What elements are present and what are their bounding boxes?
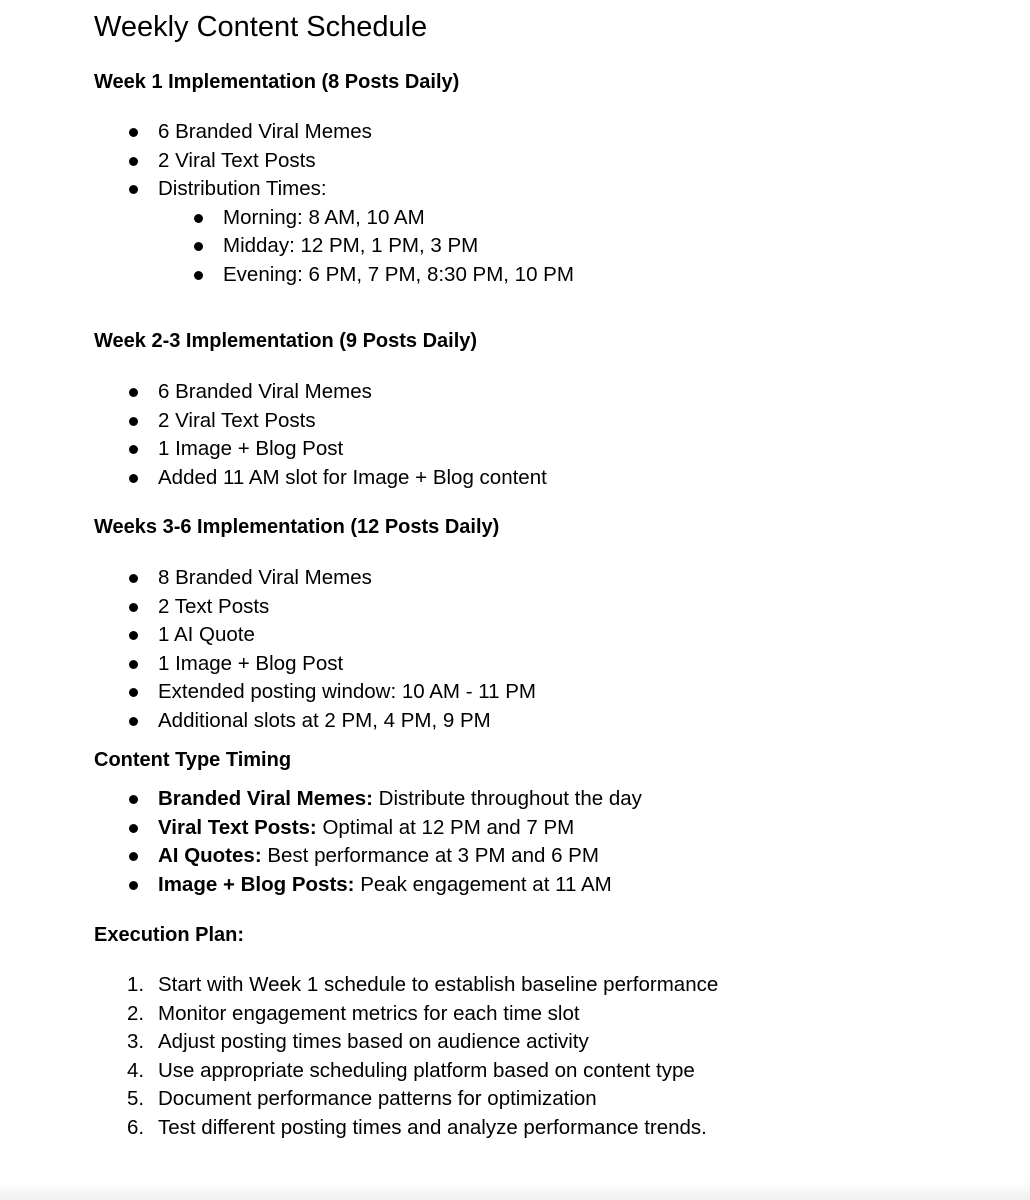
bullet-icon bbox=[129, 574, 138, 583]
week1-list bbox=[94, 118, 574, 290]
sub-list-item bbox=[94, 261, 574, 290]
list-item-text: Use appropriate scheduling platform based on content type bbox=[158, 1058, 695, 1082]
list-item bbox=[94, 1057, 718, 1086]
list-item-text: 2 Viral Text Posts bbox=[158, 148, 316, 172]
list-item bbox=[94, 650, 536, 679]
step-number: 3. bbox=[127, 1030, 145, 1054]
list-item-text: Evening: 6 PM, 7 PM, 8:30 PM, 10 PM bbox=[223, 262, 574, 286]
list-item-text: Morning: 8 AM, 10 AM bbox=[223, 205, 425, 229]
bullet-icon bbox=[129, 388, 138, 397]
list-item bbox=[94, 1000, 718, 1029]
list-item-text: 8 Branded Viral Memes bbox=[158, 566, 372, 589]
list-item-text: Adjust posting times based on audience activity bbox=[158, 1030, 589, 1054]
bullet-icon bbox=[129, 881, 138, 890]
list-item-label: Branded Viral Memes: bbox=[158, 787, 373, 810]
list-item bbox=[94, 118, 574, 147]
list-item bbox=[94, 1114, 718, 1143]
bullet-icon bbox=[194, 242, 203, 251]
list-item-text: Best performance at 3 PM and 6 PM bbox=[261, 844, 599, 868]
bullet-icon bbox=[129, 717, 138, 726]
bullet-icon bbox=[129, 852, 138, 861]
list-item-text: Extended posting window: 10 AM - 11 PM bbox=[158, 680, 536, 704]
execution-heading: Execution Plan: bbox=[94, 924, 245, 946]
list-item bbox=[94, 814, 642, 843]
list-item-label: AI Quotes: bbox=[158, 844, 262, 868]
step-number: 2. bbox=[127, 1001, 145, 1025]
document-title: Weekly Content Schedule bbox=[94, 11, 428, 43]
list-item bbox=[94, 842, 642, 871]
bullet-icon bbox=[194, 271, 203, 280]
list-item bbox=[94, 1085, 718, 1114]
bullet-icon bbox=[129, 631, 138, 640]
list-item-text: Monitor engagement metrics for each time slot bbox=[158, 1001, 580, 1025]
list-item-text: Test different posting times and analyze performance trends. bbox=[158, 1115, 707, 1139]
list-item-text: 1 Image + Blog Post bbox=[158, 437, 344, 461]
week23-heading: Week 2-3 Implementation (9 Posts Daily) bbox=[94, 330, 478, 352]
step-number: 5. bbox=[127, 1087, 145, 1111]
week1-heading: Week 1 Implementation (8 Posts Daily) bbox=[94, 71, 460, 93]
list-item bbox=[94, 435, 547, 464]
list-item bbox=[94, 378, 547, 407]
bullet-icon bbox=[129, 824, 138, 833]
list-item-text: Added 11 AM slot for Image + Blog content bbox=[158, 465, 547, 489]
execution-list bbox=[94, 971, 718, 1143]
list-item-text: Document performance patterns for optimization bbox=[158, 1087, 597, 1111]
bullet-icon bbox=[129, 688, 138, 697]
list-item-text: Distribute throughout the day bbox=[372, 787, 642, 810]
bullet-icon bbox=[129, 185, 138, 194]
list-item-text: 2 Text Posts bbox=[158, 594, 270, 618]
sub-list-item bbox=[94, 232, 574, 261]
list-item-text: 1 AI Quote bbox=[158, 623, 255, 647]
list-item bbox=[94, 464, 547, 493]
list-item-text: Midday: 12 PM, 1 PM, 3 PM bbox=[223, 234, 479, 258]
week36-list bbox=[94, 564, 536, 736]
bullet-icon bbox=[129, 445, 138, 454]
sub-list-item bbox=[94, 204, 574, 233]
list-item-text: 6 Branded Viral Memes bbox=[158, 120, 372, 143]
timing-heading: Content Type Timing bbox=[94, 749, 292, 771]
timing-list bbox=[94, 785, 642, 899]
bullet-icon bbox=[129, 157, 138, 166]
bullet-icon bbox=[129, 474, 138, 483]
list-item-text: Optimal at 12 PM and 7 PM bbox=[316, 815, 575, 839]
list-item bbox=[94, 871, 642, 900]
list-item bbox=[94, 147, 574, 176]
list-item bbox=[94, 621, 536, 650]
list-item bbox=[94, 175, 574, 204]
list-item bbox=[94, 785, 642, 814]
bullet-icon bbox=[129, 128, 138, 137]
list-item bbox=[94, 971, 718, 1000]
step-number: 4. bbox=[127, 1058, 145, 1082]
bullet-icon bbox=[194, 214, 203, 223]
bullet-icon bbox=[129, 795, 138, 804]
bullet-icon bbox=[129, 417, 138, 426]
bullet-icon bbox=[129, 660, 138, 669]
list-item-text: 1 Image + Blog Post bbox=[158, 651, 344, 675]
list-item bbox=[94, 707, 536, 736]
step-number: 6. bbox=[127, 1115, 145, 1139]
list-item-text: 6 Branded Viral Memes bbox=[158, 380, 372, 403]
week23-list bbox=[94, 378, 547, 492]
list-item-text: Peak engagement at 11 AM bbox=[354, 872, 612, 896]
list-item-label: Image + Blog Posts: bbox=[158, 872, 355, 896]
list-item-text: Additional slots at 2 PM, 4 PM, 9 PM bbox=[158, 708, 491, 732]
week36-heading: Weeks 3-6 Implementation (12 Posts Daily) bbox=[94, 516, 500, 538]
list-item-text: Distribution Times: bbox=[158, 177, 327, 201]
page-bottom-edge bbox=[0, 1182, 1030, 1200]
list-item bbox=[94, 593, 536, 622]
list-item-text: 2 Viral Text Posts bbox=[158, 408, 316, 432]
step-number: 1. bbox=[127, 973, 145, 996]
list-item-label: Viral Text Posts: bbox=[158, 815, 317, 839]
list-item bbox=[94, 1028, 718, 1057]
bullet-icon bbox=[129, 603, 138, 612]
list-item bbox=[94, 564, 536, 593]
list-item-text: Start with Week 1 schedule to establish baseline performance bbox=[158, 973, 719, 996]
list-item bbox=[94, 407, 547, 436]
list-item bbox=[94, 678, 536, 707]
